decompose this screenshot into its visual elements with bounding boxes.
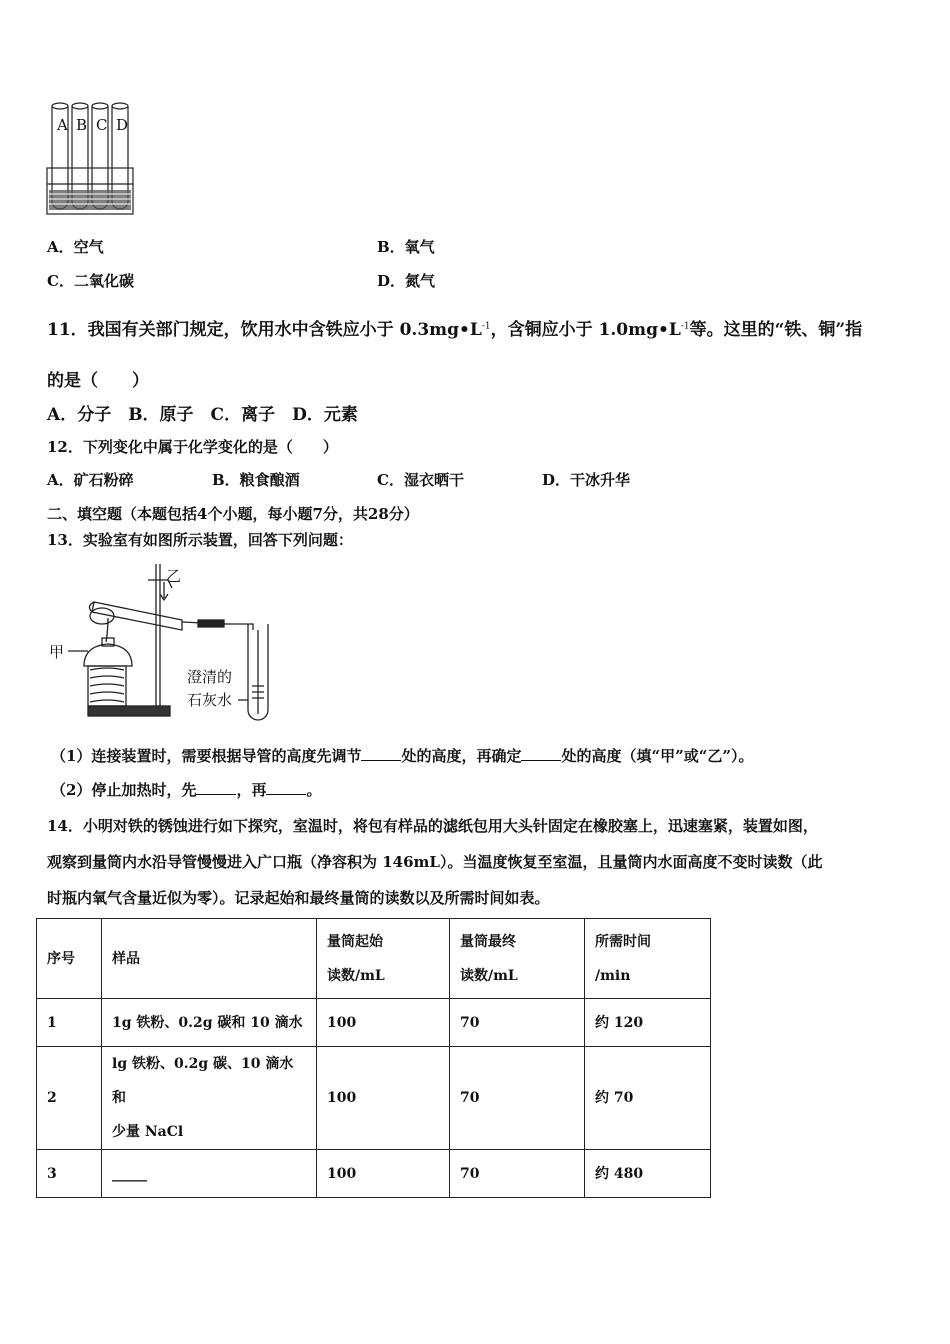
cell-sample [102, 1047, 317, 1150]
q11-text-b: ，含铜应小于 1.0mg•L [490, 320, 681, 340]
q13-part2 [51, 779, 321, 800]
header-time-line1: 所需时间 [595, 933, 651, 950]
cell-sample: 1g 铁粉、0.2g 碳和 10 滴水 [102, 999, 317, 1047]
q12-option-d: D．干冰升华 [542, 471, 631, 489]
q12-option-b: B．粮食酿酒 [212, 471, 300, 489]
q14-line2: 观察到量筒内水沿导管慢慢进入广口瓶（净容积为 146mL）。当温度恢复至室温，且量筒内水面高度不变时读数（此 [47, 853, 823, 871]
q14-line1: 14．小明对铁的锈蚀进行如下探究，室温时，将包有样品的滤纸包用大头针固定在橡胶塞上，迅速塞紧，装置如图， [47, 817, 818, 835]
q11-stem-line2: 的是（ ） [47, 371, 149, 391]
results-table [36, 918, 711, 1198]
cell-time: 约 480 [585, 1150, 711, 1198]
header-end-line2: 读数/mL [460, 967, 518, 984]
cell-start: 100 [317, 999, 450, 1047]
header-time-line2: /min [595, 967, 631, 984]
heating-apparatus-figure [48, 558, 278, 726]
header-start-line2: 读数/mL [327, 967, 385, 984]
answer-blank[interactable] [196, 793, 236, 795]
q11-text-c: 等。这里的“铁、铜”指 [689, 320, 863, 340]
header-sample: 样品 [102, 919, 317, 999]
q11-options: A．分子 B．原子 C．离子 D．元素 [47, 405, 358, 425]
answer-blank[interactable] [361, 759, 401, 761]
answer-blank[interactable] [521, 759, 561, 761]
tube-label-d: D [116, 116, 129, 134]
q12-option-a: A．矿石粉碎 [47, 471, 134, 489]
q11-sup2: -1 [680, 321, 690, 332]
table-row [37, 1047, 711, 1150]
cell-end: 70 [450, 1150, 585, 1198]
q11-text-a: 11．我国有关部门规定，饮用水中含铁应小于 0.3mg•L [47, 320, 482, 340]
cell-index: 3 [37, 1150, 102, 1198]
q13-part2-b: ，再 [236, 781, 267, 799]
table-row [37, 1150, 711, 1198]
section2-title: 二、填空题（本题包括4个小题，每小题7分，共28分） [47, 505, 419, 523]
q12-option-c: C．湿衣晒干 [377, 471, 464, 489]
cell-sample-blank[interactable]: _____ [102, 1150, 317, 1198]
tube-label-c: C [96, 116, 108, 134]
q13-part2-a: （2）停止加热时，先 [51, 781, 197, 799]
q10-option-b: B．氧气 [377, 238, 435, 256]
cell-time: 约 70 [585, 1047, 711, 1150]
figure-label-lime-water-2: 石灰水 [187, 691, 233, 709]
figure-label-jia: 甲 [49, 643, 65, 661]
cell-start: 100 [317, 1047, 450, 1150]
q12-stem: 12．下列变化中属于化学变化的是（ ） [47, 438, 338, 456]
q13-part1-b: 处的高度，再确定 [401, 747, 522, 765]
cell-time: 约 120 [585, 999, 711, 1047]
cell-start: 100 [317, 1150, 450, 1198]
cell-end: 70 [450, 999, 585, 1047]
q11-sup1: -1 [481, 321, 491, 332]
cell-end: 70 [450, 1047, 585, 1150]
q13-stem: 13．实验室有如图所示装置，回答下列问题： [47, 531, 353, 549]
header-start-line1: 量筒起始 [327, 933, 383, 950]
table-header-row [37, 919, 711, 999]
figure-label-lime-water-1: 澄清的 [187, 668, 233, 686]
header-index: 序号 [37, 919, 102, 999]
q13-part2-c: 。 [306, 781, 322, 799]
header-end [450, 919, 585, 999]
q13-part1-a: （1）连接装置时，需要根据导管的高度先调节 [51, 747, 362, 765]
header-start [317, 919, 450, 999]
q13-part1-c: 处的高度（填“甲”或“乙”）。 [561, 747, 754, 765]
q10-option-d: D．氮气 [377, 272, 436, 290]
q10-option-c: C．二氧化碳 [47, 272, 134, 290]
q13-part1 [51, 745, 753, 766]
tube-label-a: A [57, 116, 68, 134]
figure-label-yi: 乙 [166, 567, 182, 585]
answer-blank[interactable] [266, 793, 306, 795]
cell-index: 2 [37, 1047, 102, 1150]
tube-label-b: B [76, 116, 88, 134]
q14-line3: 时瓶内氧气含量近似为零）。记录起始和最终量筒的读数以及所需时间如表。 [47, 889, 550, 907]
header-time [585, 919, 711, 999]
header-end-line1: 量筒最终 [460, 933, 516, 950]
cell-index: 1 [37, 999, 102, 1047]
q11-stem [47, 315, 862, 340]
q10-option-a: A．空气 [47, 238, 104, 256]
cell-sample-line2: 少量 NaCl [112, 1124, 184, 1140]
table-row [37, 999, 711, 1047]
cell-sample-line1: lg 铁粉、0.2g 碳、10 滴水和 [112, 1056, 294, 1106]
